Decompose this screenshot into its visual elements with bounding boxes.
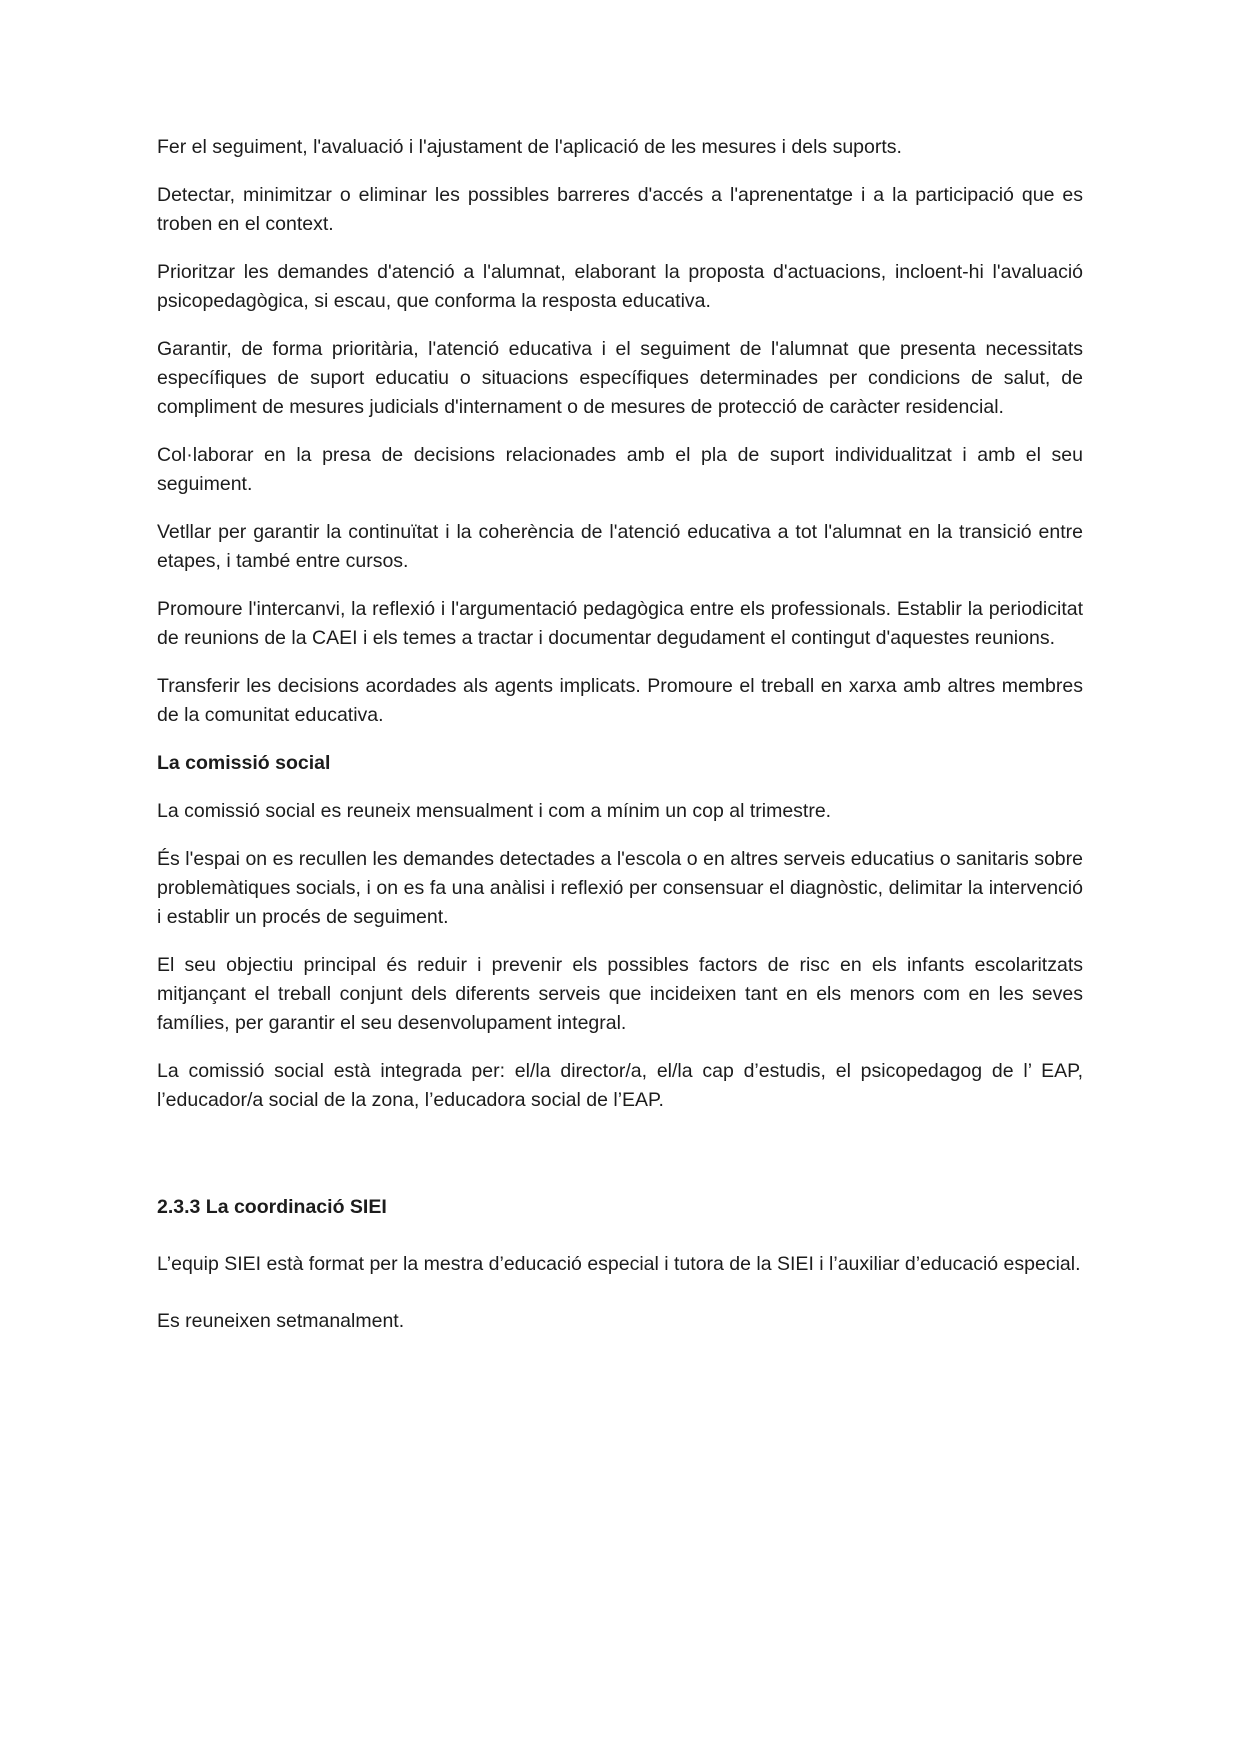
paragraph-garantir: Garantir, de forma prioritària, l'atenció educativa i el seguiment de l'alumnat que presenta necessitats específiques de suport educatiu o situacions específiques determinades per condicions de salut, de compliment de mesures judicials d'internament o de mesures de protecció de caràcter residencial. [157,338,1083,418]
paragraph-prioritzar: Prioritzar les demandes d'atenció a l'alumnat, elaborant la proposta d'actuacions, incloent-hi l'avaluació psicopedagògica, si escau, que conforma la resposta educativa. [157,261,1083,312]
paragraph-comissio-integrants: La comissió social està integrada per: el/la director/a, el/la cap d’estudis, el psicopedagog de l’ EAP, l’educador/a social de la zona, l’educadora social de l’EAP. [157,1060,1083,1111]
paragraph-collaborar: Col·laborar en la presa de decisions relacionades amb el pla de suport individualitzat i amb el seu seguiment. [157,444,1083,495]
paragraph-comissio-espai: És l'espai on es recullen les demandes detectades a l'escola o en altres serveis educatius o sanitaris sobre problemàtiques socials, i on es fa una anàlisi i reflexió per consensuar el diagnòstic, delimitar la intervenció i establir un procés de seguiment. [157,848,1083,928]
heading-coordinacio-siei: 2.3.3 La coordinació SIEI [157,1196,387,1218]
paragraph-transferir: Transferir les decisions acordades als agents implicats. Promoure el treball en xarxa amb altres membres de la comunitat educativa. [157,675,1083,726]
paragraph-detectar: Detectar, minimitzar o eliminar les possibles barreres d'accés a l'aprenentatge i a la participació que es troben en el context. [157,184,1083,235]
section-coordinacio-siei [157,1193,1083,1336]
paragraph-vetllar: Vetllar per garantir la continuïtat i la coherència de l'atenció educativa a tot l'alumnat en la transició entre etapes, i també entre cursos. [157,521,1083,572]
paragraph-seguiment: Fer el seguiment, l'avaluació i l'ajustament de l'aplicació de les mesures i dels suports. [157,136,902,158]
paragraph-promoure: Promoure l'intercanvi, la reflexió i l'argumentació pedagògica entre els professionals. Establir la periodicitat de reunions de la CAEI i els temes a tractar i documentar degudament el contingut d'aquestes reunions. [157,598,1083,649]
section-comissio-social [157,749,1083,1115]
heading-comissio-social: La comissió social [157,752,331,774]
paragraph-siei-reunions: Es reuneixen setmanalment. [157,1310,405,1332]
paragraph-siei-equip: L’equip SIEI està format per la mestra d’educació especial i tutora de la SIEI i l’auxiliar d’educació especial. [157,1253,1081,1275]
paragraph-comissio-objectiu: El seu objectiu principal és reduir i prevenir els possibles factors de risc en els infants escolaritzats mitjançant el treball conjunt dels diferents serveis que incideixen tant en els menors com en les seves famílies, per garantir el seu desenvolupament integral. [157,954,1083,1034]
paragraph-comissio-reunions: La comissió social es reuneix mensualment i com a mínim un cop al trimestre. [157,800,832,822]
